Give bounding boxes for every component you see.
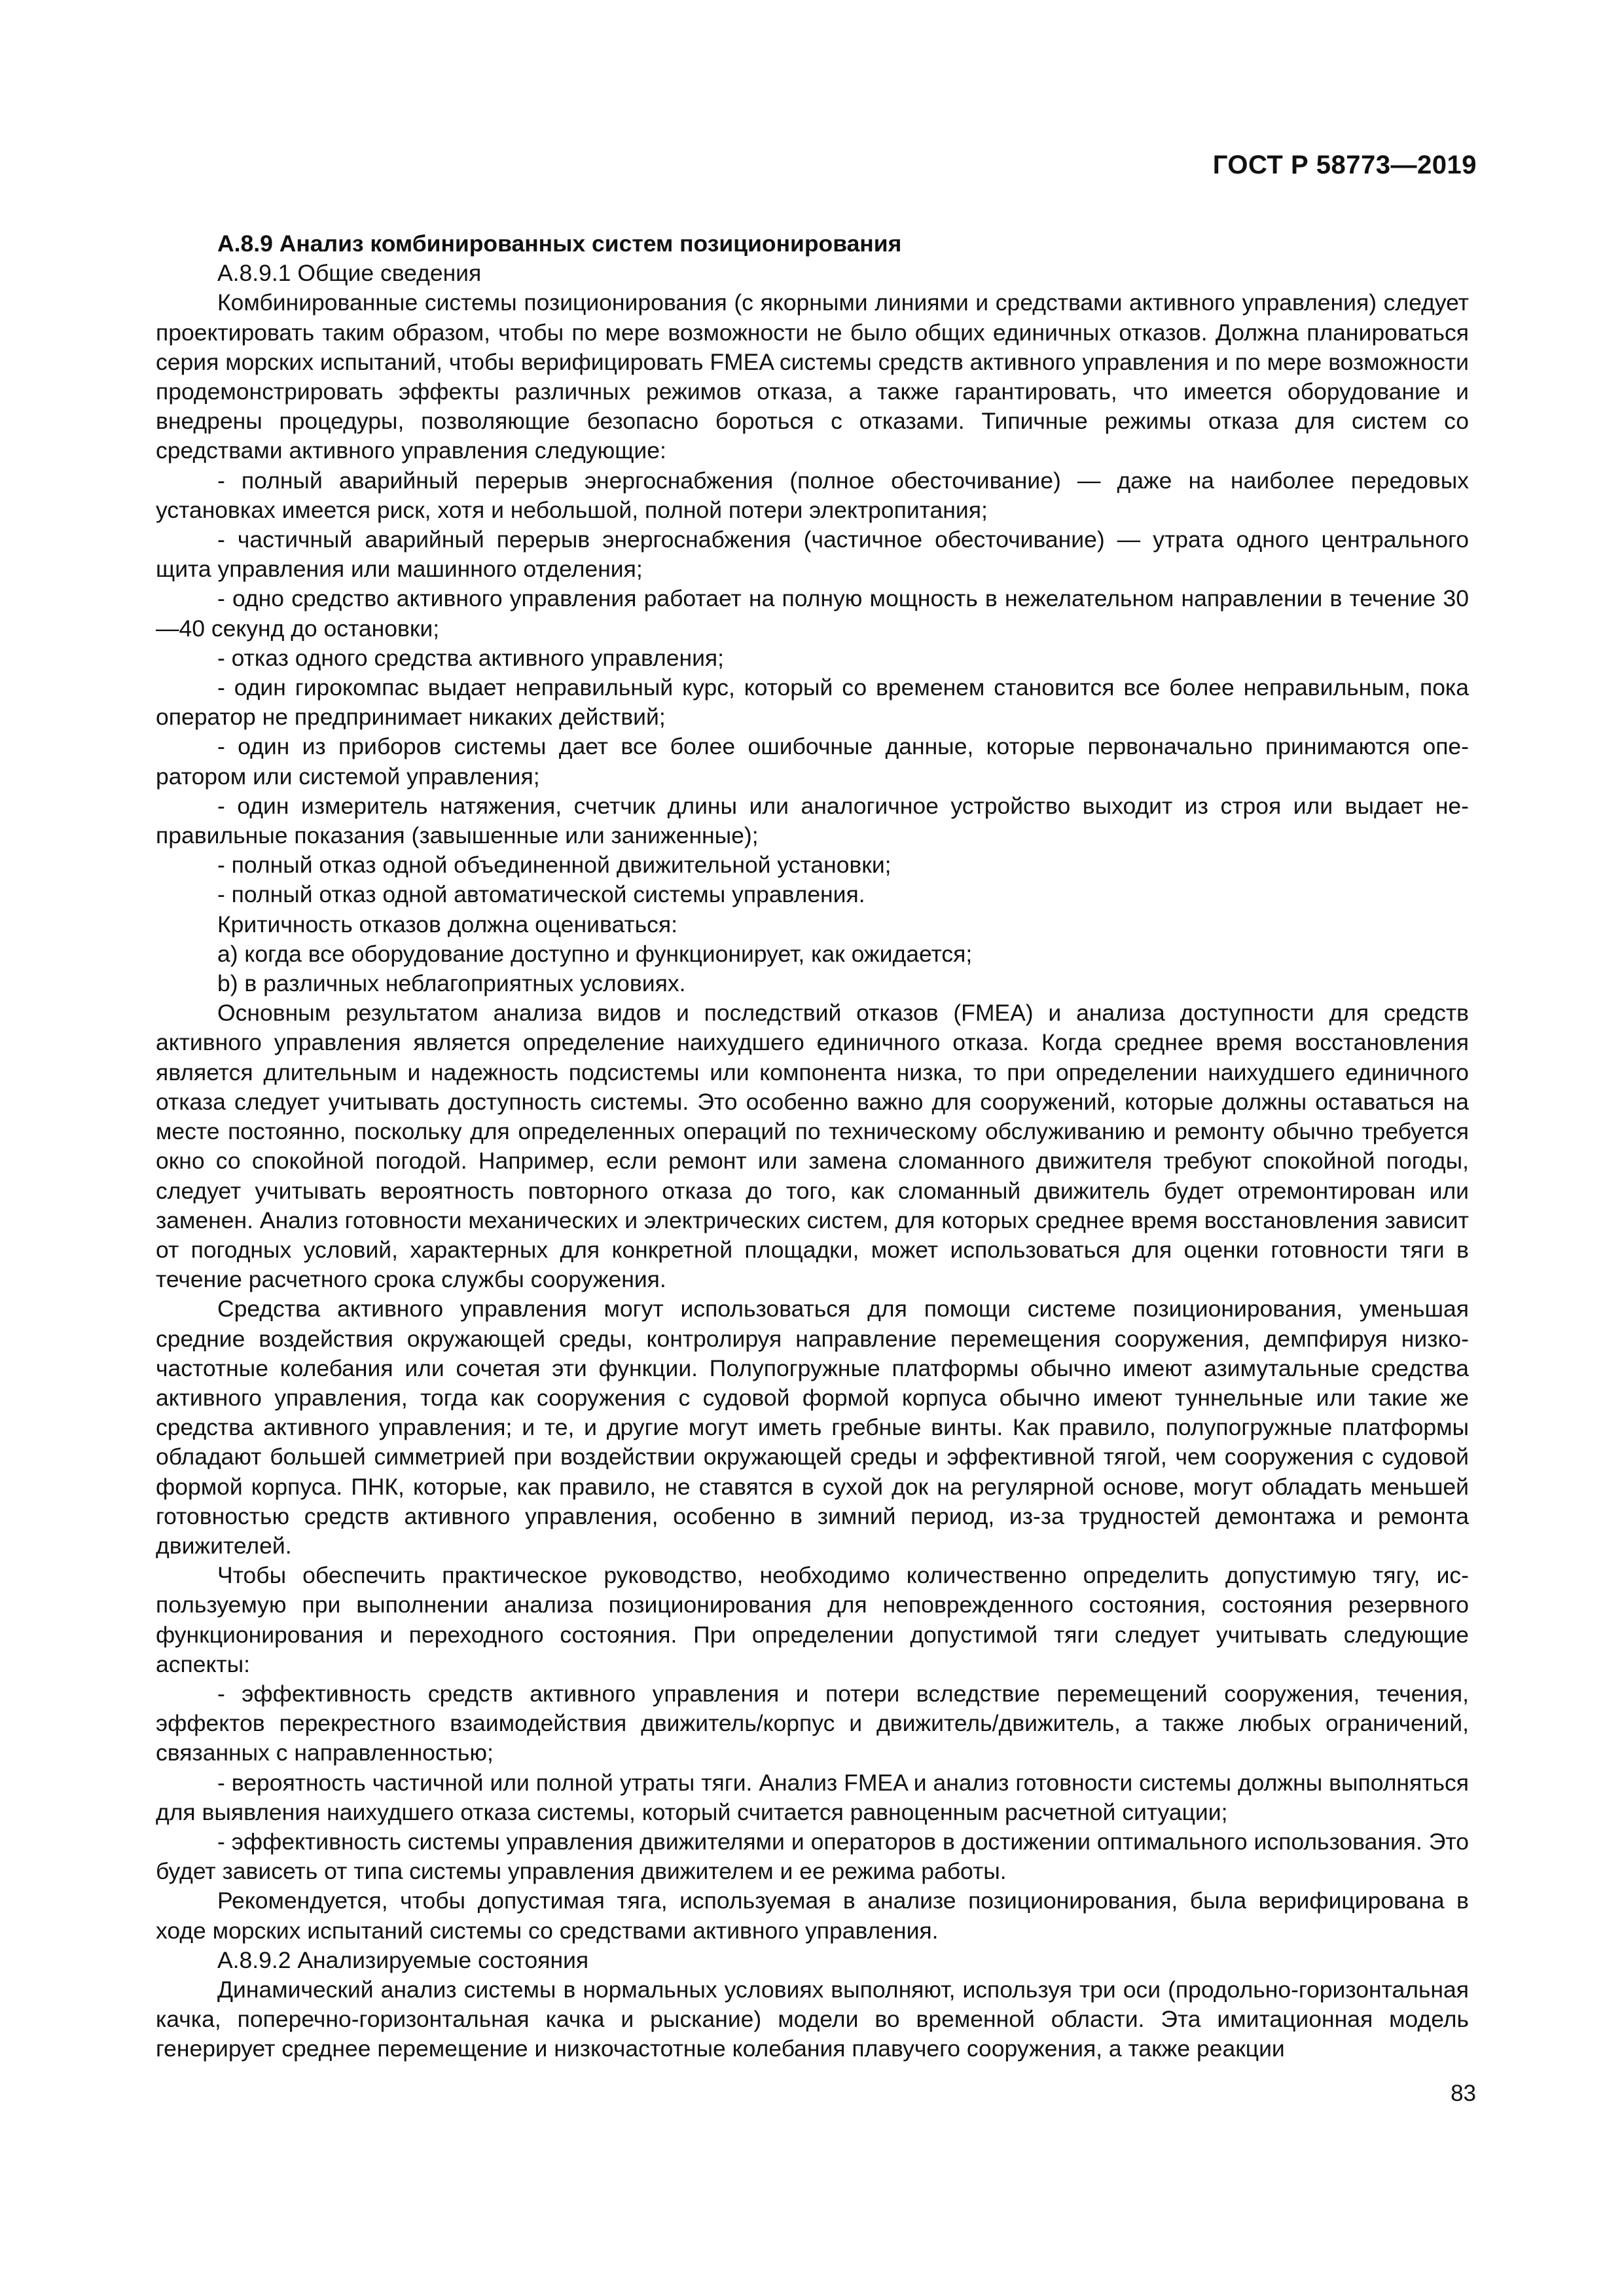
section-heading: А.8.9 Анализ комбинированных систем позиционирования — [217, 230, 902, 257]
subsection-heading: А.8.9.2 Анализируемые состояния — [217, 1946, 589, 1973]
list-item: - отказ одного средства активного управления; — [217, 644, 724, 671]
page-number: 83 — [1451, 2081, 1476, 2106]
paragraph: Рекомендуется, чтобы допустимая тяга, используемая в анализе позиционирования, была верифицирована в ходе морских испытаний системы со средствами активного управления. — [156, 1887, 1469, 1944]
list-item: - частичный аварийный перерыв энергоснабжения (частичное обесточивание) — утрата одного центрального щита управления или машинного отделения; — [156, 526, 1469, 583]
list-item: - один гирокомпас выдает неправильный курс, который со временем становится все более неправильным, пока оператор не предпринимает никаких действий; — [156, 674, 1469, 731]
paragraph: Чтобы обеспечить практическое руководство, необходимо количественно определить допустимую тягу, используемую при выполнении анализа позиционирования для неповрежденного состояния, состояния резервного функционирования и переходного состояния. При определении допустимой тяги следует учитывать следующие аспекты: — [156, 1562, 1469, 1677]
paragraph: Средства активного управления могут использоваться для помощи системе позиционирования, уменьшая средние воздействия окружающей среды, контролируя направление перемещения сооружения, демпфируя низкочастотные колебания или сочетая эти функции. Полупогружные платформы обычно имеют азимутальные средства активного управления, тогда как сооружения с судовой формой корпуса обычно имеют туннельные или такие же средства активного управления; и те, и другие могут иметь гребные винты. Как правило, полупогружные платформы обладают большей симметрией при воздействии окружающей среды и эффективной тягой, чем сооружения с судовой формой корпуса. ПНК, которые, как правило, не ставятся в сухой док на регулярной основе, могут обладать меньшей готовностью средств активного управления, особенно в зимний период, из-за трудностей демонтажа и ремонта движителей. — [156, 1296, 1469, 1559]
list-item: - один из приборов системы дает все более ошибочные данные, которые первоначально принимаются оператором или системой управления; — [156, 733, 1469, 790]
list-item: - эффективность системы управления движителями и операторов в достижении оптимального использования. Это будет зависеть от типа системы управления движителем и ее режима работы. — [156, 1828, 1469, 1885]
list-item: - эффективность средств активного управления и потери вследствие перемещений сооружения, течения, эффектов перекрестного взаимодействия движитель/корпус и движитель/движитель, а также любых ограничений, связанных с направленностью; — [156, 1680, 1469, 1766]
paragraph: Динамический анализ системы в нормальных условиях выполняют, используя три оси (продольно-горизонтальная качка, поперечно-горизонтальная качка и рыскание) модели во временной области. Эта имитационная модель генерирует среднее перемещение и низкочастотные колебания плавучего сооружения, а также реакции — [156, 1976, 1469, 2062]
list-item: - вероятность частичной или полной утраты тяги. Анализ FMEA и анализ готовности системы должны выполняться для выявления наихудшего отказа системы, который считается равноценным расчетной ситуации; — [156, 1769, 1469, 1825]
list-item: - полный аварийный перерыв энергоснабжения (полное обесточивание) — даже на наиболее передовых установках имеется риск, хотя и небольшой, полной потери электропитания; — [156, 467, 1469, 523]
list-item: - одно средство активного управления работает на полную мощность в нежелательном направлении в течение 30—40 секунд до остановки; — [156, 585, 1469, 642]
list-item: - один измеритель натяжения, счетчик длины или аналогичное устройство выходит из строя или выдает неправильные показания (завышенные или заниженные); — [156, 792, 1469, 849]
subsection-heading: А.8.9.1 Общие сведения — [217, 260, 482, 287]
document-id-header: ГОСТ Р 58773—2019 — [1212, 151, 1477, 179]
list-item: - полный отказ одной объединенной движительной установки; — [217, 852, 892, 879]
paragraph: Основным результатом анализа видов и последствий отказов (FMEA) и анализа доступности для средств активного управления является определение наихудшего единичного отказа. Когда среднее время восстановления является длительным и надежность подсистемы или компонента низка, то при определении наихудшего единичного отказа следует учитывать доступность системы. Это особенно важно для сооружений, которые должны оставаться на месте постоянно, поскольку для определенных операций по техническому обслуживанию и ремонту обычно требуется окно со спокойной погодой. Например, если ремонт или замена сломанного движителя требуют спокойной погоды, следует учитывать вероятность повторного отказа до того, как сломанный движитель будет отремонтирован или заменен. Анализ готовности механических и электрических систем, для которых среднее время восстановления зависит от погодных условий, характерных для конкретной площадки, может использоваться для оценки готовности тяги в течение расчетного срока службы сооружения. — [156, 1000, 1469, 1293]
paragraph: Критичность отказов должна оцениваться: — [217, 911, 677, 938]
page-body — [156, 229, 1469, 2064]
list-item: b) в различных неблагоприятных условиях. — [217, 970, 686, 997]
paragraph: Комбинированные системы позиционирования (с якорными линиями и средствами активного управления) следует проектировать таким образом, чтобы по мере возможности не было общих единичных отказов. Должна планироваться серия морских испытаний, чтобы верифицировать FMEA системы средств активного управления и по мере возможности продемонстрировать эффекты различных режимов отказа, а также гарантировать, что имеется оборудование и внедрены процедуры, позволяющие безопасно бороться с отказами. Типичные режимы отказа для систем со средствами активного управления следующие: — [156, 289, 1469, 464]
list-item: - полный отказ одной автоматической системы управления. — [217, 881, 865, 908]
list-item: a) когда все оборудование доступно и функционирует, как ожидается; — [217, 940, 973, 967]
